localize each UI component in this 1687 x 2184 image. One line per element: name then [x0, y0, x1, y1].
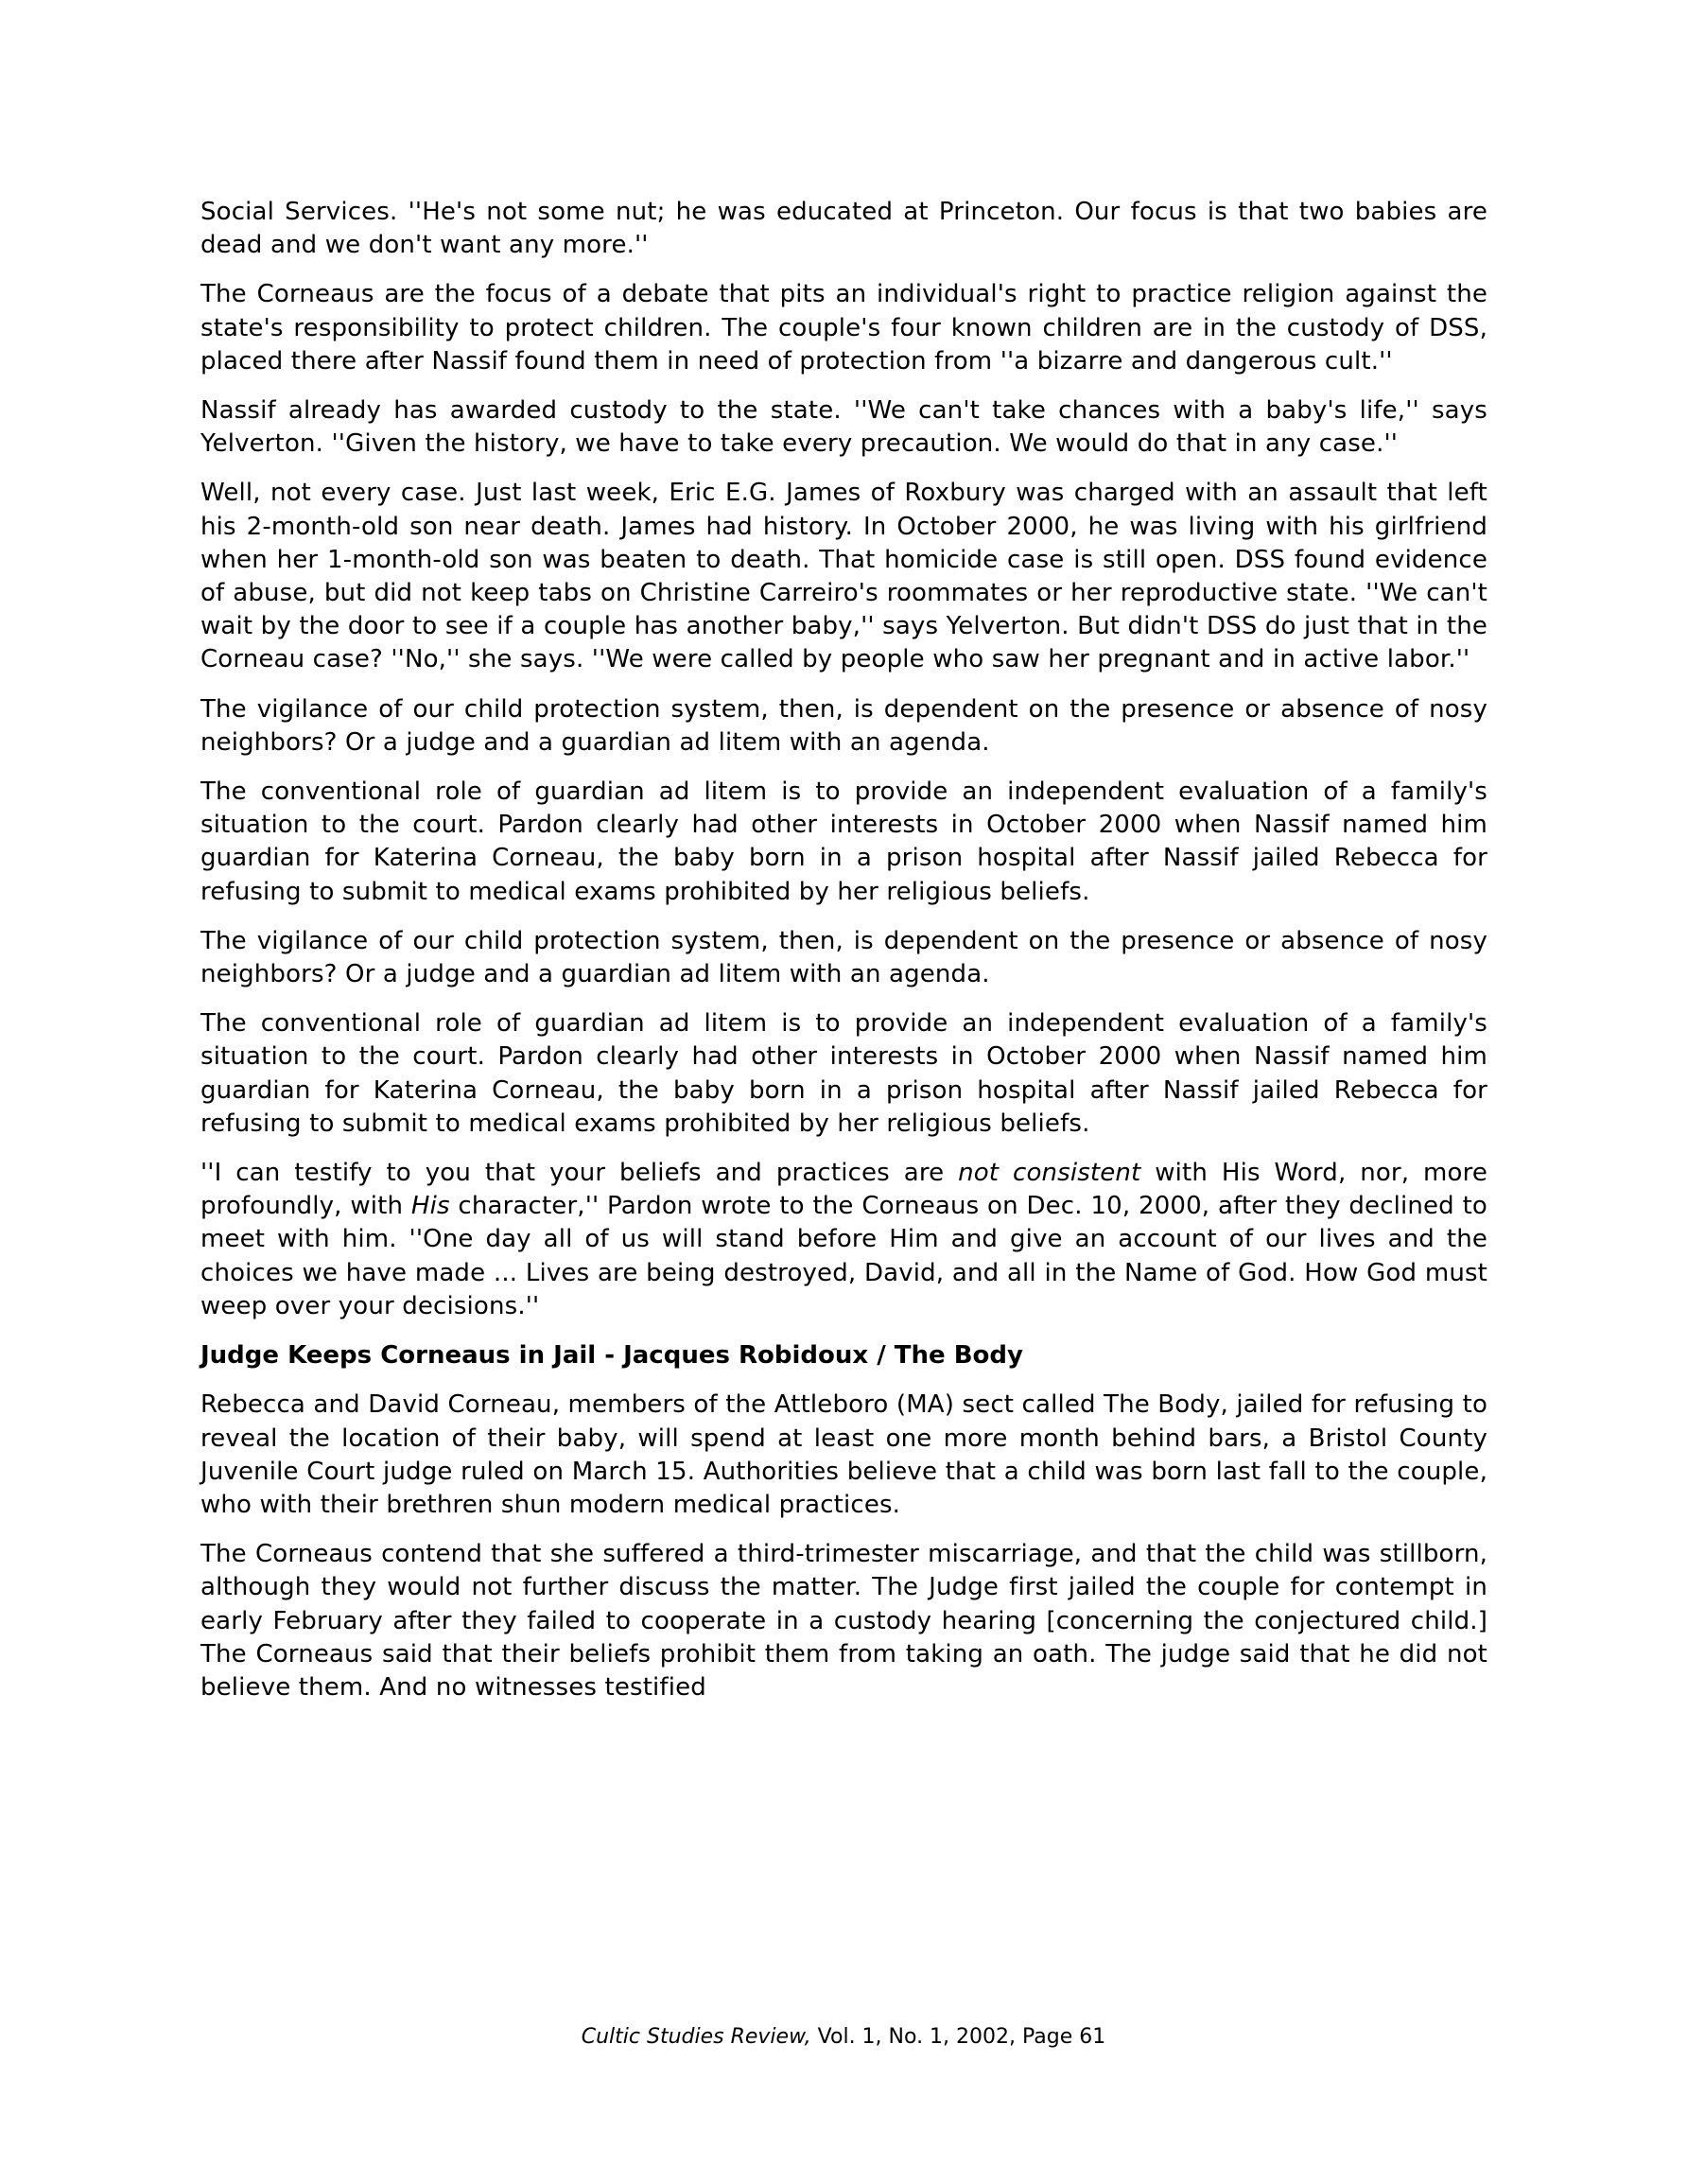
text-run: The Corneaus are the focus of a debate that pits an individual's right to practice religion against the state's responsibility to protect children. The couple's four known children are in the custody of DSS, placed there after Nassif found them in need of protection from ''a bizarre and dangerous cult.'' — [200, 280, 1487, 376]
paragraph — [200, 925, 1487, 991]
paragraph — [200, 196, 1487, 262]
text-run: The conventional role of guardian ad litem is to provide an independent evaluation of a family's situation to the court. Pardon clearly had other interests in October 2000 when Nassif named him guardian for Katerina Corneau, the baby born in a prison hospital after Nassif jailed Rebecca for refusing to submit to medical exams prohibited by her religious beliefs. — [200, 1009, 1487, 1138]
paragraph — [200, 394, 1487, 461]
paragraph — [200, 278, 1487, 378]
text-run: with His Word, nor, more profoundly, with — [200, 1159, 1487, 1221]
text-run: character,'' Pardon wrote to the Corneaus on Dec. 10, 2000, after they declined to meet with him. ''One day all of us will stand before Him and give an account of our lives and the choices we have made ... Lives are being destroyed, David, and all in the Name of God. How God must weep over your decisions.'' — [200, 1192, 1487, 1320]
article-body — [200, 196, 1487, 1721]
text-run: ''I can testify to you that your beliefs and practices are — [200, 1159, 959, 1188]
text-run: Nassif already has awarded custody to the state. ''We can't take chances with a baby's life,'' says Yelverton. ''Given the history, we have to take every precaution. We would do that in any case.'' — [200, 396, 1487, 459]
paragraph — [200, 477, 1487, 676]
text-run: The Corneaus contend that she suffered a third-trimester miscarriage, and that the child was stillborn, although they would not further discuss the matter. The Judge first jailed the couple for contempt in early February after they failed to cooperate in a custody hearing [concerning the conjectured child.] The Corneaus said that their beliefs prohibit them from taking an oath. The judge said that he did not believe them. And no witnesses testified — [200, 1540, 1487, 1702]
text-run: Well, not every case. Just last week, Eric E.G. James of Roxbury was charged with an assault that left his 2-month-old son near death. James had history. In October 2000, he was living with his girlfriend when her 1-month-old son was beaten to death. That homicide case is still open. DSS found evidence of abuse, but did not keep tabs on Christine Carreiro's roommates or her reproductive state. ''We can't wait by the door to see if a couple has another baby,'' says Yelverton. But didn't DSS do just that in the Corneau case? ''No,'' she says. ''We were called by people who saw her pregnant and in active labor.'' — [200, 479, 1487, 674]
quote-paragraph — [200, 1157, 1487, 1323]
text-run: The vigilance of our child protection system, then, is dependent on the presence or absence of nosy neighbors? Or a judge and a guardian ad litem with an agenda. — [200, 694, 1487, 757]
paragraph — [200, 1538, 1487, 1704]
italic-emphasis: His — [410, 1192, 450, 1221]
journal-title: Cultic Studies Review, — [581, 2025, 811, 2049]
paragraph — [200, 1389, 1487, 1522]
section-heading: Judge Keeps Corneaus in Jail - Jacques Robidoux / The Body — [200, 1341, 1023, 1371]
text-run: Social Services. ''He's not some nut; he was educated at Princeton. Our focus is that two babies are dead and we don't want any more.'' — [200, 198, 1487, 260]
paragraph — [200, 693, 1487, 760]
text-run: Rebecca and David Corneau, members of the Attleboro (MA) sect called The Body, jailed for refusing to reveal the location of their baby, will spend at least one more month behind bars, a Bristol County Juvenile Court judge ruled on March 15. Authorities believe that a child was born last fall to the couple, who with their brethren shun modern medical practices. — [200, 1390, 1487, 1519]
citation-details: Vol. 1, No. 1, 2002, Page 61 — [810, 2025, 1106, 2049]
paragraph — [200, 776, 1487, 909]
paragraph — [200, 1007, 1487, 1141]
text-run: The vigilance of our child protection system, then, is dependent on the presence or absence of nosy neighbors? Or a judge and a guardian ad litem with an agenda. — [200, 926, 1487, 989]
page-footer — [0, 2024, 1687, 2051]
italic-emphasis: not consistent — [958, 1159, 1141, 1188]
text-run: The conventional role of guardian ad litem is to provide an independent evaluation of a family's situation to the court. Pardon clearly had other interests in October 2000 when Nassif named him guardian for Katerina Corneau, the baby born in a prison hospital after Nassif jailed Rebecca for refusing to submit to medical exams prohibited by her religious beliefs. — [200, 778, 1487, 906]
